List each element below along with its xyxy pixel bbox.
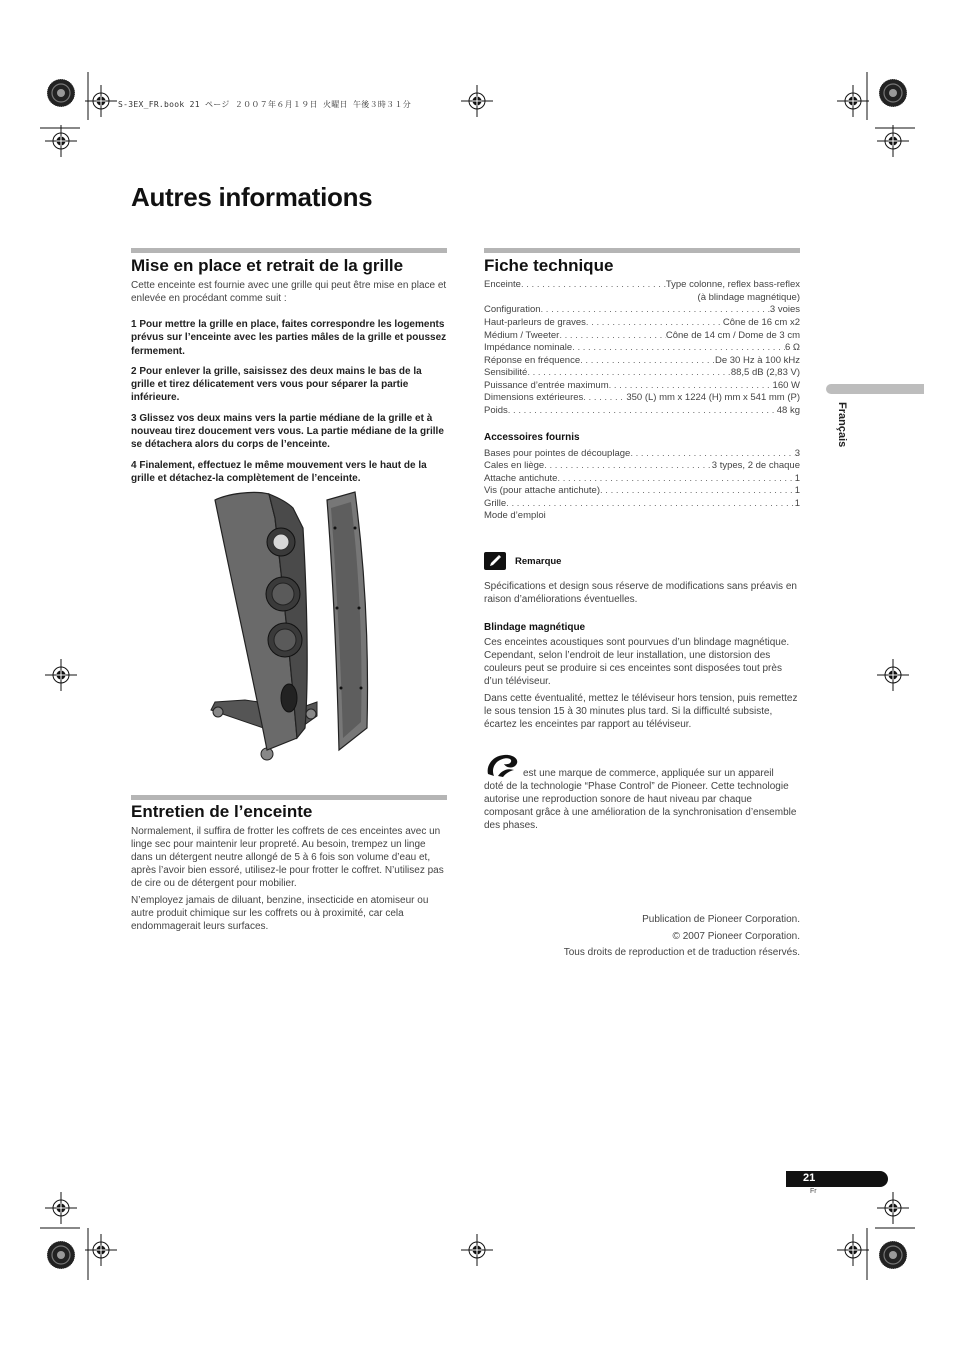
spec-row: Impédance nominale . . . 6 Ω: [484, 342, 800, 355]
blindage-paragraph-1: Ces enceintes acoustiques sont pourvues d’un blindage magnétique. Cependant, selon l’endroit de leur installation, une distorsion des couleurs peut se produire si ces enceintes sont disposées tout près d’un téléviseur.: [484, 637, 790, 687]
phase-control-rest: doté de la technologie “Phase Control” de Pioneer. Cette technologie autorise une reproduction sonore de haut niveau par chaque composant grâce à une amélioration de la synchronisation d’ensemble des phases.: [484, 781, 797, 831]
entretien-content: [131, 825, 447, 933]
section-bar-fiche: [484, 248, 800, 253]
spec-row: Sensibilité . . . 88,5 dB (2,83 V): [484, 367, 800, 380]
blindage-content: [484, 636, 800, 731]
spec-row: Configuration . . . 3 voies: [484, 304, 800, 317]
accessory-row: Cales en liège . . . 3 types, 2 de chaque: [484, 460, 800, 473]
spec-row: Poids . . . 48 kg: [484, 405, 800, 418]
phase-control-first-line: est une marque de commerce, appliquée sur un appareil: [523, 768, 774, 779]
section-title-entretien: Entretien de l’enceinte: [131, 802, 313, 821]
page-title: Autres informations: [131, 182, 373, 212]
blindage-title: Blindage magnétique: [484, 622, 586, 633]
publication-block: [484, 912, 800, 962]
accessory-row: Vis (pour attache antichute) . . . 1: [484, 485, 800, 498]
section-bar-entretien: [131, 795, 447, 800]
grille-intro: Cette enceinte est fournie avec une grille qui peut être mise en place et enlevée en procédant comme suit :: [131, 280, 447, 304]
section-bar-grille: [131, 248, 447, 253]
publication-line-2: © 2007 Pioneer Corporation.: [672, 930, 800, 942]
section-title-fiche: Fiche technique: [484, 256, 614, 275]
page-language-code: Fr: [810, 1188, 817, 1195]
speaker-illustration: [205, 488, 380, 768]
spec-row: Médium / Tweeter . . . Cône de 14 cm / Dome de 3 cm: [484, 330, 800, 343]
spec-row: (à blindage magnétique): [697, 292, 800, 303]
grille-step-1: 1 Pour mettre la grille en place, faites correspondre les logements prévus sur l’enceinte avec les parties mâles de la grille et poussez fermement.: [131, 319, 447, 357]
note-label: Remarque: [515, 556, 562, 567]
note-text: Spécifications et design sous réserve de modifications sans préavis en raison d’améliorations éventuelles.: [484, 581, 797, 605]
spec-row: Enceinte . . . Type colonne, reflex bass-reflex: [484, 279, 800, 292]
spec-row: Puissance d’entrée maximum . . . 160 W: [484, 380, 800, 393]
entretien-paragraph-2: N’employez jamais de diluant, benzine, insecticide en atomiseur ou autre produit chimique sur les coffrets ou à proximité, car cela endommagerait leurs surfaces.: [131, 895, 429, 932]
spec-row: Haut-parleurs de graves . . . Cône de 16 cm x2: [484, 317, 800, 330]
accessory-row: Mode d’emploi: [484, 510, 546, 521]
language-tab: [826, 384, 924, 394]
page-number: 21: [803, 1172, 816, 1184]
side-language-label: Français: [836, 402, 848, 448]
pencil-note-icon: [484, 552, 506, 570]
spec-row: Réponse en fréquence . . . De 30 Hz à 100 kHz: [484, 355, 800, 368]
accessories-title: Accessoires fournis: [484, 432, 580, 443]
section-title-grille: Mise en place et retrait de la grille: [131, 256, 404, 275]
grille-step-3: 3 Glissez vos deux mains vers la partie médiane de la grille et à nouveau tirez doucement vers vous. La partie médiane de la grille se détachera alors du corps de l’enceinte.: [131, 412, 444, 451]
print-header-line: S-3EX_FR.book 21 ページ ２００７年６月１９日 火曜日 午後３時３１分: [118, 100, 412, 109]
spec-row: Dimensions extérieures . . . 350 (L) mm x 1224 (H) mm x 541 mm (P): [484, 392, 800, 405]
phase-control-text: [484, 767, 800, 832]
accessory-row: Bases pour pointes de découplage . . . 3: [484, 448, 800, 461]
publication-line-3: Tous droits de reproduction et de traduction réservés.: [563, 947, 800, 958]
entretien-paragraph-1: Normalement, il suffira de frotter les coffrets de ces enceintes avec un linge sec pour maintenir leur propreté. Au besoin, trempez un linge dans un détergent neutre allongé de 5 à 6 fois son volume d’eau et, après l’avoir bien essoré, utilisez-le pour frotter le coffret. N’utilisez pas de cire ou de détergent pour mobilier.: [131, 826, 444, 889]
page-number-bar: [786, 1171, 888, 1187]
accessory-row: Attache antichute . . . 1: [484, 473, 800, 486]
publication-line-1: Publication de Pioneer Corporation.: [642, 914, 800, 925]
blindage-paragraph-2: Dans cette éventualité, mettez le téléviseur hors tension, puis remettez le sous tension 15 à 30 minutes plus tard. Si la difficulté subsiste, écartez les enceintes par rapport au téléviseur.: [484, 693, 798, 730]
grille-content: [131, 279, 447, 485]
grille-step-4: 4 Finalement, effectuez le même mouvement vers le haut de la grille et détachez-la complètement de l’enceinte.: [131, 459, 427, 484]
grille-step-2: 2 Pour enlever la grille, saisissez des deux mains le bas de la grille et tirez délicatement vers vous pour séparer la partie inférieure.: [131, 365, 422, 404]
accessory-row: Grille . . . 1: [484, 498, 800, 511]
